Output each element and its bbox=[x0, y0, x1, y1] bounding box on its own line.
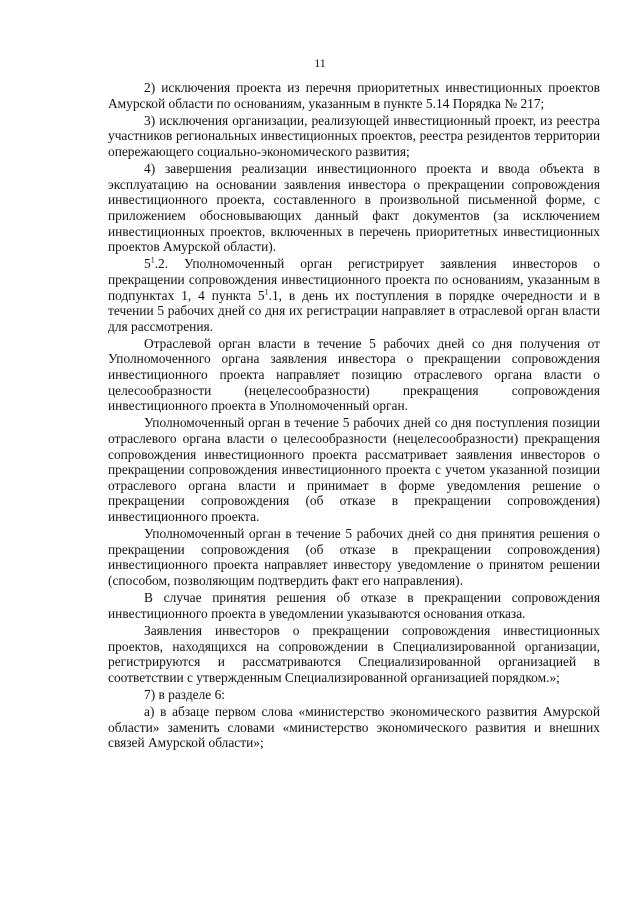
clause-number: $5^1.2$. bbox=[144, 255, 169, 272]
paragraph-notification: Уполномоченный орган в течение 5 рабочих дней со дня принятия решения о прекращении сопровождения (об отказе в прекращении сопровождения) инвестиционного проекта направляет инвестору уведомление о принятом решении (способом, позволяющим подтвердить факт его направления). bbox=[108, 526, 600, 588]
paragraph-item-2: 2) исключения проекта из перечня приоритетных инвестиционных проектов Амурской области по основаниям, указанным в пункте 5.14 Порядка № 217; bbox=[108, 80, 600, 111]
paragraph-refusal-grounds: В случае принятия решения об отказе в прекращении сопровождения инвестиционного проекта в уведомлении указываются основания отказа. bbox=[108, 590, 600, 621]
clause-text: Уполномоченный орган регистрирует заявления инвесторов о прекращении сопровождения инвестиционного проекта по основаниям, указанным в подпунктах 1, 4 пункта $5^1.1$, в день их поступления в порядке очередности и в течении 5 рабочих дней со дня их регистрации направляет в отраслевой орган власти для рассмотрения. bbox=[108, 256, 600, 334]
paragraph-specialized-organization: Заявления инвесторов о прекращении сопровождения инвестиционных проектов, находящихся на сопровождении в Специализированной организации, регистрируются и рассматриваются Специализированной организацией в соответствии с утвержденным Специализированной организацией порядком.»; bbox=[108, 622, 600, 685]
paragraph-section-6: 7) в разделе 6: bbox=[144, 686, 226, 702]
reference-superscript: 1 bbox=[264, 287, 269, 297]
paragraph-item-4: 4) завершения реализации инвестиционного проекта и ввода объекта в эксплуатацию на основании заявления инвестора о прекращении сопровождения инвестиционного проекта, составленного в произвольной письменной форме, с приложением обосновывающих данный факт документов (за исключением инвестиционных проектов, включенных в перечень приоритетных инвестиционных проектов Амурской области). bbox=[108, 161, 600, 255]
paragraph-clause-5-1-2 bbox=[108, 256, 600, 334]
paragraph-sector-authority: Отраслевой орган власти в течение 5 рабочих дней со дня получения от Уполномоченного органа заявления инвестора о прекращении сопровождения инвестиционного проекта направляет позицию отраслевого органа власти о целесообразности (нецелесообразности) прекращения сопровождения инвестиционного проекта в Уполномоченный орган. bbox=[108, 335, 600, 414]
paragraph-authorized-body-review: Уполномоченный орган в течение 5 рабочих дней со дня поступления позиции отраслевого органа власти о целесообразности (нецелесообразности) прекращения сопровождения инвестиционного проекта рассматривает заявления инвесторов о прекращении сопровождения инвестиционного проекта с учетом указанной позиции отраслевого органа власти и принимает в форме уведомления решение о прекращении сопровождения (об отказе в прекращении сопровождения) инвестиционного проекта. bbox=[108, 415, 600, 524]
paragraph-item-a: а) в абзаце первом слова «министерство экономического развития Амурской области» заменить словами «министерство экономического развития и внешних связей Амурской области»; bbox=[108, 704, 600, 751]
paragraph-item-3: 3) исключения организации, реализующей инвестиционный проект, из реестра участников региональных инвестиционных проектов, реестра резидентов территории опережающего социально-экономического развития; bbox=[108, 112, 600, 159]
document-body bbox=[108, 80, 600, 752]
page-number: 11 bbox=[314, 56, 326, 70]
